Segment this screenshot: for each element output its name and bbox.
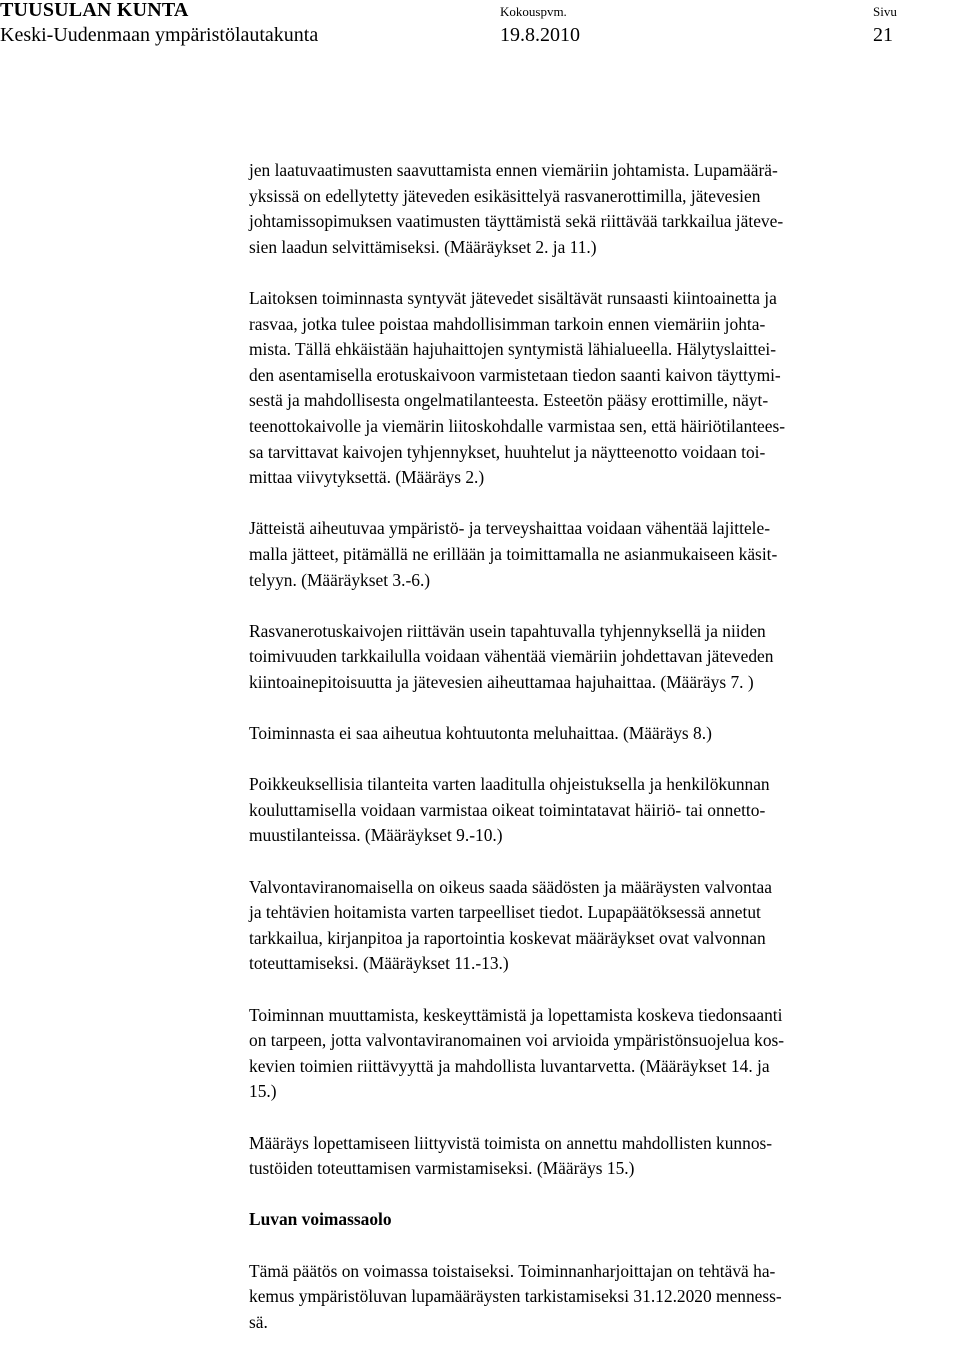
text-line: 15.)	[249, 1081, 277, 1102]
text-line: sien laadun selvittämiseksi. (Määräykset 2. ja 11.)	[249, 236, 597, 257]
text-line: Jätteistä aiheutuvaa ympäristö- ja terveyshaittaa voidaan vähentää lajittele-	[249, 518, 771, 539]
text-line: mista. Tällä ehkäistään hajuhaittojen syntymistä lähialueella. Hälytyslaittei-	[249, 339, 777, 360]
meeting-date-label: Kokouspvm.	[500, 4, 567, 19]
text-line: yksissä on edellytetty jäteveden esikäsittelyä rasvanerottimilla, jätevesien	[249, 185, 761, 206]
paragraph-grease-separator-emptying	[249, 619, 954, 696]
page-number-label: Sivu	[873, 4, 897, 19]
text-line: johtamissopimuksen vaatimusten täyttämistä sekä riittävää tarkkailua jäteve-	[249, 211, 784, 232]
paragraph-exceptional-situations	[249, 772, 954, 849]
text-line: mittaa viivytyksettä. (Määräys 2.)	[249, 467, 485, 488]
text-line: telyyn. (Määräykset 3.-6.)	[249, 569, 431, 590]
text-line: Rasvanerotuskaivojen riittävän usein tapahtuvalla tyhjennyksellä ja niiden	[249, 620, 766, 641]
text-line: malla jätteet, pitämällä ne erillään ja toimittamalla ne asianmukaiseen käsit-	[249, 543, 778, 564]
document-body	[249, 158, 954, 1361]
text-line: sa tarvittavat kaivojen tyhjennykset, huuhtelut ja näytteenotto voidaan toi-	[249, 441, 766, 462]
text-line: sä.	[249, 1311, 268, 1332]
text-line: kiintoainepitoisuutta ja jätevesien aiheuttamaa hajuhaittaa. (Määräys 7. )	[249, 671, 754, 692]
text-line: teenottokaivolle ja viemärin liitoskohdalle varmistaa sen, että häiriötilantees-	[249, 415, 786, 436]
text-line: Laitoksen toiminnasta syntyvät jätevedet sisältävät runsaasti kiintoainetta ja	[249, 287, 777, 308]
text-line: toteuttamiseksi. (Määräykset 11.-13.)	[249, 953, 509, 974]
paragraph-changes-to-operation	[249, 1003, 954, 1105]
page-number: 21	[873, 24, 893, 46]
text-line: den asentamisella erotuskaivoon varmistetaan tiedon saanti kaivon täyttymi-	[249, 364, 781, 385]
text-line: on tarpeen, jotta valvontaviranomainen voi arvioida ympäristönsuojelua kos-	[249, 1030, 785, 1051]
text-line: muustilanteissa. (Määräykset 9.-10.)	[249, 825, 503, 846]
text-line: ja tehtävien hoitamista varten tarpeelliset tiedot. Lupapäätöksessä annetut	[249, 902, 761, 923]
meeting-date: 19.8.2010	[500, 24, 580, 46]
board-name: Keski-Uudenmaan ympäristölautakunta	[0, 24, 319, 46]
text-line: jen laatuvaatimusten saavuttamista ennen viemäriin johtamista. Lupamäärä-	[249, 160, 778, 180]
text-line: Tämä päätös on voimassa toistaiseksi. Toiminnanharjoittajan on tehtävä ha-	[249, 1260, 776, 1281]
paragraph-validity	[249, 1259, 954, 1336]
paragraph-noise	[249, 721, 954, 747]
paragraph-supervision	[249, 875, 954, 977]
text-line: sestä ja mahdollisesta ongelmatilanteesta. Esteetön pääsy erottimille, näyt-	[249, 390, 769, 411]
text-line: kemus ympäristöluvan lupamääräysten tarkistamiseksi 31.12.2020 menness-	[249, 1286, 782, 1307]
text-line: Toiminnan muuttamista, keskeyttämistä ja lopettamista koskeva tiedonsaanti	[249, 1004, 783, 1025]
text-line: Määräys lopettamiseen liittyvistä toimista on annettu mahdollisten kunnos-	[249, 1132, 773, 1153]
text-line: Valvontaviranomaisella on oikeus saada säädösten ja määräysten valvontaa	[249, 876, 772, 897]
section-heading-validity: Luvan voimassaolo	[249, 1209, 392, 1230]
paragraph-wastewater-quality	[249, 158, 954, 260]
text-line: kouluttamisella voidaan varmistaa oikeat toimintatavat häiriö- tai onnetto-	[249, 799, 766, 820]
organization-name: TUUSULAN KUNTA	[0, 0, 189, 21]
paragraph-termination	[249, 1131, 954, 1182]
text-line: tarkkailua, kirjanpitoa ja raportointia koskevat määräykset ovat valvonnan	[249, 927, 766, 948]
text-line: toimivuuden tarkkailulla voidaan vähentää viemäriin johdettavan jäteveden	[249, 646, 774, 667]
text-line: Toiminnasta ei saa aiheutua kohtuutonta meluhaittaa. (Määräys 8.)	[249, 723, 712, 744]
text-line: kevien toimien riittävyyttä ja mahdollista luvantarvetta. (Määräykset 14. ja	[249, 1055, 770, 1076]
text-line: rasvaa, jotka tulee poistaa mahdollisimman tarkoin ennen viemäriin johta-	[249, 313, 766, 334]
page-header	[0, 0, 960, 50]
paragraph-waste-handling	[249, 516, 954, 593]
text-line: tustöiden toteuttamisen varmistamiseksi. (Määräys 15.)	[249, 1158, 635, 1179]
paragraph-solids-and-grease	[249, 286, 954, 491]
text-line: Poikkeuksellisia tilanteita varten laaditulla ohjeistuksella ja henkilökunnan	[249, 774, 770, 795]
